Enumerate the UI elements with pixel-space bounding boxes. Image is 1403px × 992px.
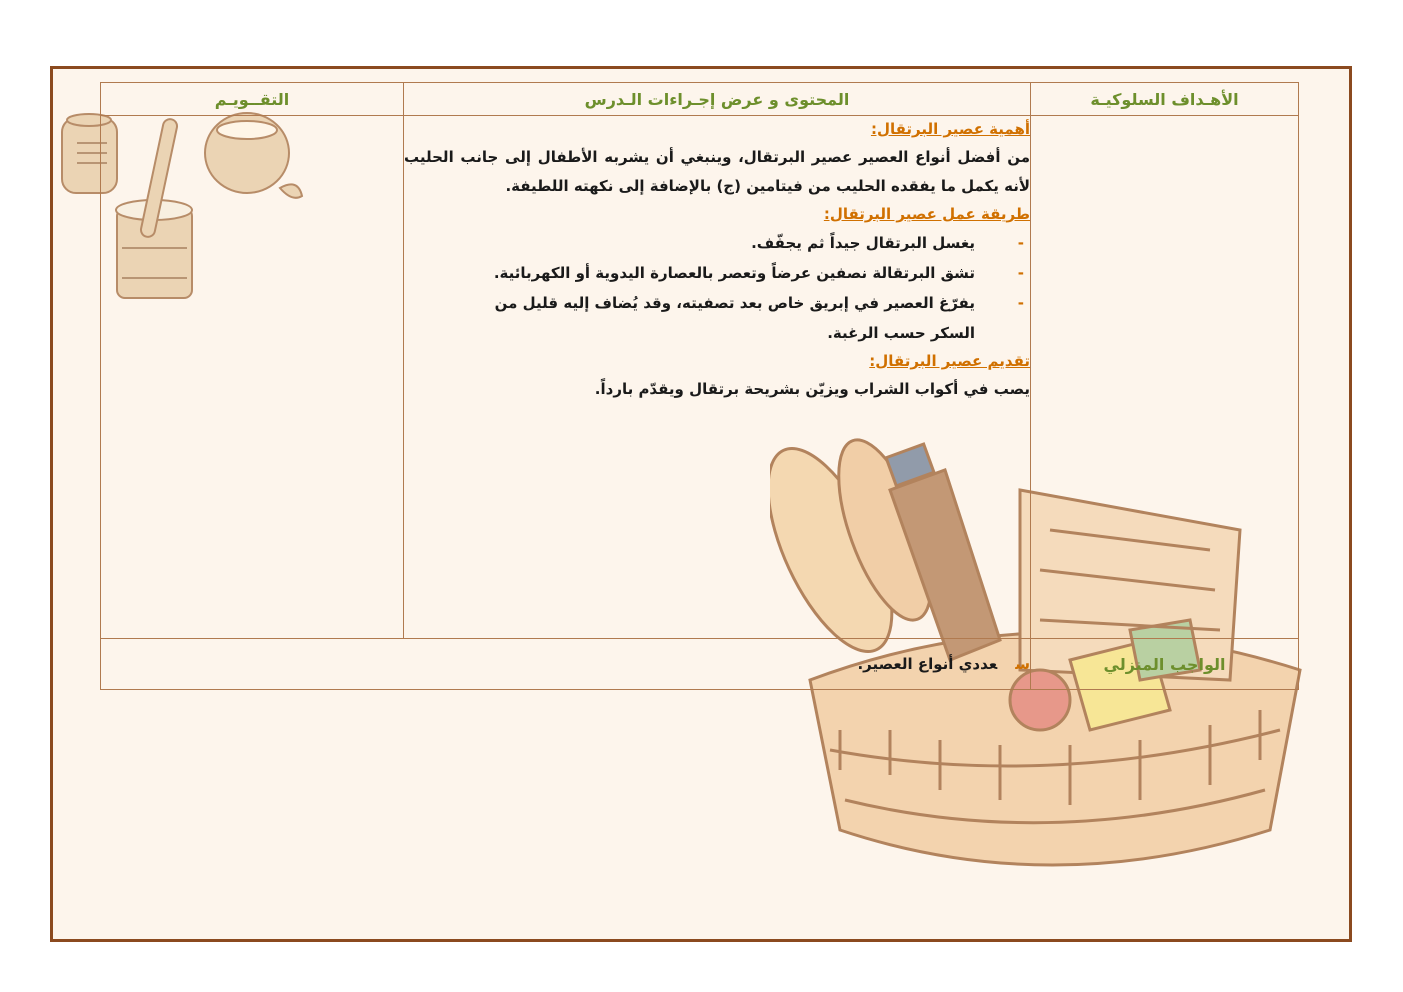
steps-list bbox=[404, 228, 1030, 348]
evaluation-cell bbox=[101, 116, 404, 639]
content-header: المحتوى و عرض إجـراءات الـدرس bbox=[404, 83, 1031, 116]
header-row bbox=[101, 83, 1299, 116]
objectives-header: الأهـداف السلوكيـة bbox=[1031, 83, 1299, 116]
step-text: تشق البرتقالة نصفين عرضاً وتعصر بالعصارة اليدوية أو الكهربائية. bbox=[493, 264, 975, 282]
objectives-cell bbox=[1031, 116, 1299, 639]
method-title: طريقة عمل عصير البرتقال: bbox=[823, 205, 1030, 223]
step-bullet: - bbox=[1017, 294, 1024, 312]
step-bullet: - bbox=[1017, 234, 1024, 252]
homework-row bbox=[101, 639, 1299, 690]
homework-cell bbox=[101, 639, 1031, 690]
step-text: يغسل البرتقال جيداً ثم يجفّف. bbox=[751, 234, 975, 252]
homework-label: الواجب المنزلي bbox=[1031, 639, 1299, 690]
content-cell bbox=[404, 116, 1031, 639]
question-mark: س bbox=[1015, 655, 1030, 673]
step-item bbox=[459, 228, 1030, 258]
serving-text: يصب في أكواب الشراب ويزيّن بشريحة برتقال ويقدّم بارداً. bbox=[594, 380, 1030, 398]
evaluation-header: التقــويـم bbox=[101, 83, 404, 116]
step-bullet: - bbox=[1017, 264, 1024, 282]
step-text: يفرّغ العصير في إبريق خاص بعد تصفيته، وقد يُضاف إليه قليل من السكر حسب الرغبة. bbox=[494, 294, 975, 342]
step-item bbox=[459, 258, 1030, 288]
lesson-table bbox=[100, 82, 1299, 690]
importance-title: أهمية عصير البرتقال: bbox=[870, 120, 1030, 138]
homework-question: عددي أنواع العصير. bbox=[857, 655, 998, 673]
step-item bbox=[459, 288, 1030, 348]
serving-title: تقديم عصير البرتقال: bbox=[869, 352, 1030, 370]
main-row bbox=[101, 116, 1299, 639]
importance-text: من أفضل أنواع العصير عصير البرتقال، وينبغي أن يشربه الأطفال إلى جانب الحليب لأنه يكمل ما يفقده الحليب من فيتامين (ج) بالإضافة إلى نكهته اللطيفة. bbox=[404, 148, 1030, 195]
